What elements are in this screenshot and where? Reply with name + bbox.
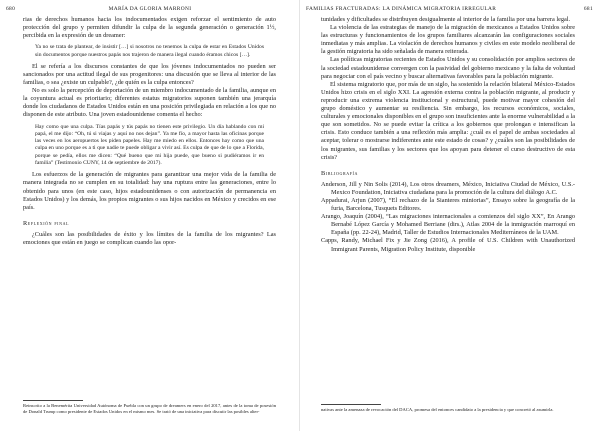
footnote-rule — [321, 404, 381, 405]
paragraph: ¿Cuáles son las posibilidades de éxito y los límites de la familia de los migrantes? Las emociones que están en juego se complican cuando las opor- — [23, 230, 276, 246]
bibliography-entry: Appadurai, Arjun (2007), “El rechazo de la Sianteres miniorias”, Ensayo sobre la geografía de la furia, Barcelona, Tusquets Editores. — [321, 196, 575, 213]
page-number: 680 — [6, 6, 16, 12]
right-body-text — [321, 16, 575, 254]
section-heading: Reflexión final — [23, 219, 70, 227]
paragraph: No es solo la percepción de deportación de un miembro indocumentado de la familia, aunque en la coyuntura actual es prioritario; diferentes estatus migratorios suponen también una jerarquía donde los ciudadanos de Estados Unidos están en una posición privilegiada en relación a los que no disponen de este atributo. Una joven estadounidense comenta el hecho: — [23, 87, 276, 119]
paragraph: Los esfuerzos de la generación de migrantes para garantizar una mejor vida de la familia de manera integrada no se cumplen en su totalidad: hay una ruptura entre las generaciones, entre lo obtenido para unos (en este caso, hijos estadounidenses o con autorización de permanencia en Estados Unidos) y los demás, los propios migrantes o sus hijos nacidos en México y crecidos en ese país. — [23, 171, 276, 211]
bibliography-list — [321, 181, 575, 254]
quote-text: Ya no se trata de plantear, de insistir […] si nosotros no tenemos la culpa de estar en Estados Unidos sin documentos porque nuestros papás nos trajeron de manera ilegal cuando éramos chicos […]. — [35, 44, 264, 58]
paragraph: tunidades y dificultades se distribuyen desigualmente al interior de la familia por una barrera legal. — [321, 16, 571, 23]
footnote-rule — [23, 400, 83, 401]
running-head: FAMILIAS FRACTURADAS: LA DINÁMICA MIGRATORIA IRREGULAR — [306, 6, 497, 12]
page-number: 681 — [583, 6, 593, 12]
quote-text: Hay como que una culpa. Tías papás y tús papás no tienen este privilegio. Un día hablando con mi papá, el me dijo: “Oh, tú si viajas y aquí no nos dejan”. Ya me fío, a mayor hasta las oficinas porque las veces en los aeropuertos les piden papeles. Hay me miedo en ellos. Entonces hay como que una culpa en uno porque es a ti que nadie te puede obligar a vivir así. Es culpa de que de lo que a Florida, porque se pedía, ellos me dicen: “Qué bueno que mi hija puede, que bueno si pudiéramos ir en familia” (Testimonio CUNY, 14 de septiembre de 2017). — [35, 123, 264, 167]
footnote: Reinscrito a la Benemérita Universidad Autónoma de Puebla con un grupo de dreamers en enero del 2017, antes de la toma de posesión de Donald Trump como presidente de Estados Unidos en el mismo mes. Se trató de una iniciativa para discutir las posibles alter- — [23, 403, 276, 414]
section-heading: Bibliografía — [321, 169, 358, 177]
running-head: MARÍA DA GLORIA MARRONI — [108, 6, 192, 12]
block-quote — [35, 44, 264, 59]
bibliography-entry: Capps, Randy, Michael Fix y Jie Zong (2016), A profile of U.S. Children with Unauthorized Immigrant Parents, Migration Policy Institute, disponible — [321, 237, 575, 253]
bibliography-entry: Anderson, Jill y Nin Solis (2014), Los otros dreamers, México, Iniciativa Ciudad de México, U.S.-Mexico Foundation, Iniciativa ciudadana para la promoción de la cultura del diálogo A.C. — [321, 180, 575, 196]
paragraph: Las políticas migratorias recientes de Estados Unidos y su consolidación por amplios sectores de la sociedad estadounidense convergen con la pasividad del gobierno mexicano y la falta de voluntad para negociar con el país vecino y buscar alternativas favorables para la población migrante. — [321, 56, 575, 80]
paragraph: El sistema migratorio que, por más de un siglo, ha sostenido la relación bilateral México-Estados Unidos hizo crisis en el siglo XXI. La agresión externa contra la población migrante, al producir y reproducir una extrema violencia institucional y estructural, puede motivar mayor cohesión del grupo doméstico y aumentar su resiliencia. Sin embargo, los recursos económicos, sociales, culturales y emocionales disponibles en el grupo son insuficientes ante la enorme vulnerabilidad a la que son sometidos. No se puede evitar la crítica a los gobiernos que prolongan e intensifican la crisis. Esto conduce también a una reflexión más amplia: ¿cuál es el papel de ambas sociedades al aceptar, tolerar o mostrarse indiferentes ante este estado de cosas? y ¿cuáles son las posibilidades de los migrantes, sus familias y los sectores que los apoyan para detener el curso destructivo de esta crisis? — [321, 80, 575, 161]
paragraph: rias de derechos humanos hacia los indocumentados exigen reforzar el sentimiento de auto protección del grupo y permiten difundir la culpa de la segunda generación o generación 1½, percibida en la expresión de un dreamer: — [23, 16, 276, 40]
right-page — [300, 0, 600, 431]
left-body-text — [23, 16, 276, 247]
paragraph: El se refería a los discursos constantes de que los jóvenes indocumentados no pueden ser sancionados por una actitud ilegal de sus progenitores: una discusión que se lleva al interior de las familias, o sea ¿existe un culpable?, ¿de quién es la culpa entonces? — [23, 62, 276, 87]
bibliography-entry: Arango, Joaquín (2004), “Las migraciones internacionales a comienzos del siglo XX”, En Arango Bernabé López García y Mohamed Berriane (dirs.), Atlas 2004 de la inmigración marroquí en España (pp. 22-24), Madrid, Taller de Estudios Internacionales Mediterráneos de la UAM. — [321, 213, 575, 237]
paragraph: La violencia de las estrategias de manejo de la migración de mexicanos a Estados Unidos sobre las estructuras y funcionamientos de los grupos familiares alcanzarán las configuraciones sociales inmediatas y más amplias. La violación de derechos humanos y civiles en este modelo neoliberal de la gestión migratoria ha sido señalada de manera reiterada. — [321, 24, 575, 56]
footnote: nativas ante la amenaza de revocación del DACA, promesa del entonces candidato a la presidencia y que concretó al asumirla. — [321, 407, 554, 412]
block-quote — [35, 124, 264, 168]
